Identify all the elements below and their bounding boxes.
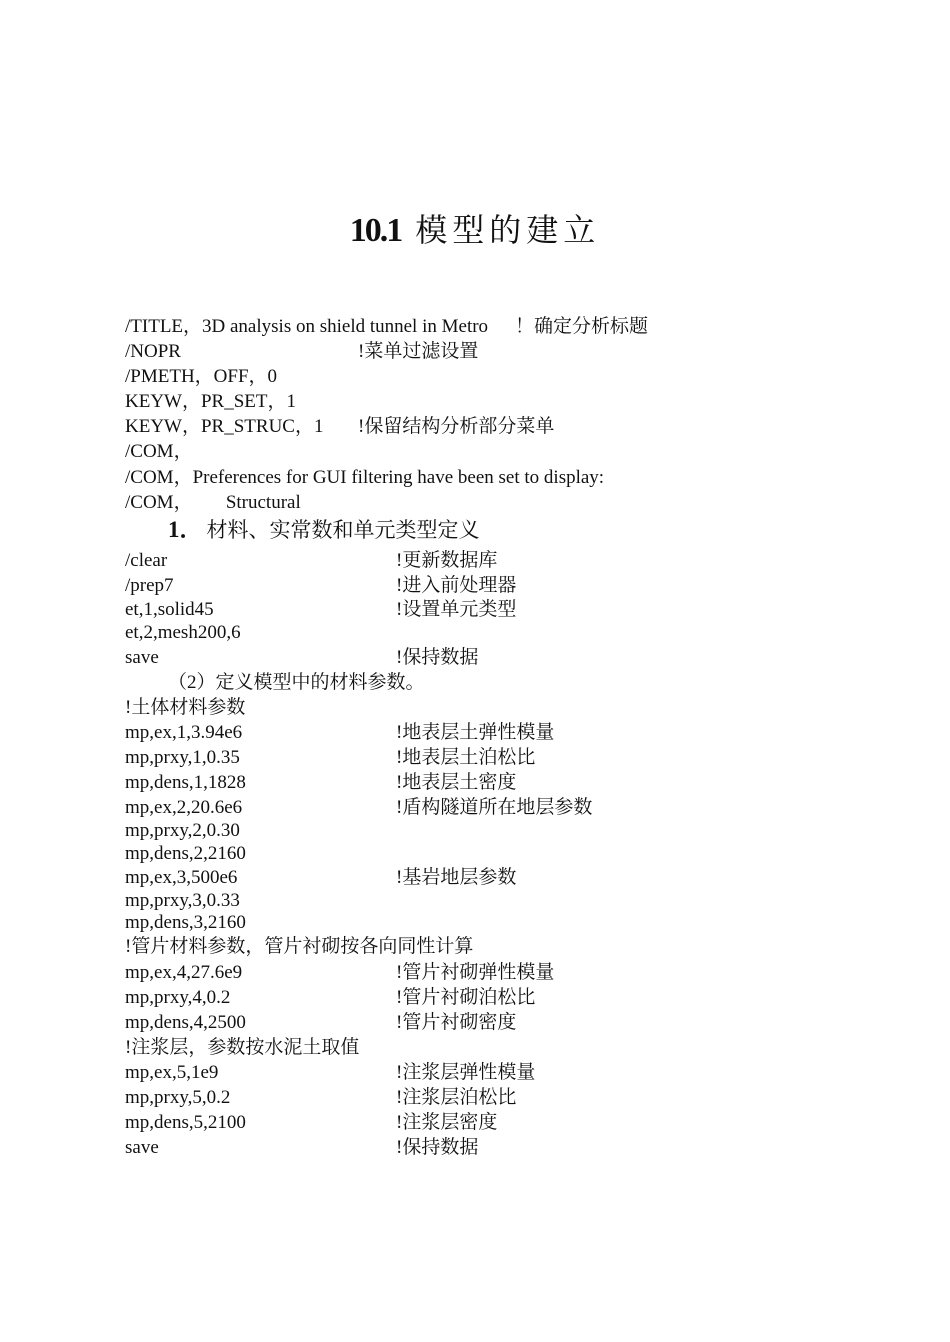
code-comment: !地表层土弹性模量	[396, 722, 555, 743]
code-text: save	[125, 1137, 159, 1158]
code-comment: !更新数据库	[396, 550, 498, 571]
code-text: mp,prxy,4,0.2	[125, 987, 231, 1008]
code-text: mp,dens,2,2160	[125, 843, 246, 864]
code-text: save	[125, 647, 159, 668]
section-title-number: 10.1	[349, 212, 402, 249]
code-comment: !基岩地层参数	[396, 867, 517, 888]
code-comment: !注浆层密度	[396, 1112, 498, 1133]
code-text: /clear	[125, 550, 168, 571]
code-text: et,1,solid45	[125, 599, 214, 620]
code-text: et,2,mesh200,6	[125, 622, 241, 643]
code-comment: !管片衬砌泊松比	[396, 987, 536, 1008]
code-text: mp,dens,1,1828	[125, 772, 246, 793]
code-comment: !保持数据	[396, 647, 479, 668]
code-comment: !注浆层泊松比	[396, 1087, 517, 1108]
code-text: /PMETH，OFF，0	[125, 366, 278, 387]
code-text: KEYW，PR_STRUC，1	[125, 416, 324, 437]
code-comment: !地表层土密度	[396, 772, 517, 793]
code-text: mp,prxy,3,0.33	[125, 890, 240, 911]
code-text: mp,ex,3,500e6	[125, 867, 238, 888]
section-heading-number: 1．	[168, 517, 203, 542]
code-text: mp,dens,5,2100	[125, 1112, 246, 1133]
code-text: mp,dens,3,2160	[125, 912, 246, 933]
code-text: mp,ex,2,20.6e6	[125, 797, 243, 818]
code-text: /COM，	[125, 441, 193, 462]
code-comment: !盾构隧道所在地层参数	[396, 797, 593, 818]
section-heading-text: 材料、实常数和单元类型定义	[206, 518, 480, 542]
code-comment: !进入前处理器	[396, 575, 517, 596]
code-text: KEYW，PR_SET，1	[125, 391, 297, 412]
section-title-text: 模型的建立	[415, 211, 601, 249]
code-text: mp,prxy,2,0.30	[125, 820, 240, 841]
code-text: mp,prxy,1,0.35	[125, 747, 240, 768]
code-text: /TITLE，3D analysis on shield tunnel in Metro	[125, 316, 489, 337]
code-text: /prep7	[125, 575, 174, 596]
code-text: mp,ex,5,1e9	[125, 1062, 219, 1083]
code-text: /NOPR	[125, 341, 181, 362]
code-comment: !保持数据	[396, 1137, 479, 1158]
code-text: /COM，Preferences for GUI filtering have been set to display:	[125, 467, 605, 488]
code-comment: !管片衬砌密度	[396, 1012, 517, 1033]
code-comment: !菜单过滤设置	[358, 341, 479, 362]
section-heading-1	[168, 515, 480, 545]
code-comment: !设置单元类型	[396, 599, 517, 620]
code-text: !管片材料参数，管片衬砌按各向同性计算	[125, 936, 474, 957]
code-text: /COM， Structural	[125, 492, 301, 513]
code-text: mp,ex,1,3.94e6	[125, 722, 243, 743]
code-comment: !地表层土泊松比	[396, 747, 536, 768]
code-comment: !注浆层弹性模量	[396, 1062, 536, 1083]
code-text: mp,prxy,5,0.2	[125, 1087, 231, 1108]
code-comment: !保留结构分析部分菜单	[358, 416, 555, 437]
code-comment: !管片衬砌弹性模量	[396, 962, 555, 983]
code-text: !土体材料参数	[125, 697, 246, 718]
code-text: mp,ex,4,27.6e9	[125, 962, 243, 983]
subsection-heading-2: （2）定义模型中的材料参数。	[168, 672, 425, 693]
code-text: mp,dens,4,2500	[125, 1012, 246, 1033]
code-comment: ！确定分析标题	[515, 316, 649, 337]
code-text: !注浆层，参数按水泥土取值	[125, 1037, 360, 1058]
